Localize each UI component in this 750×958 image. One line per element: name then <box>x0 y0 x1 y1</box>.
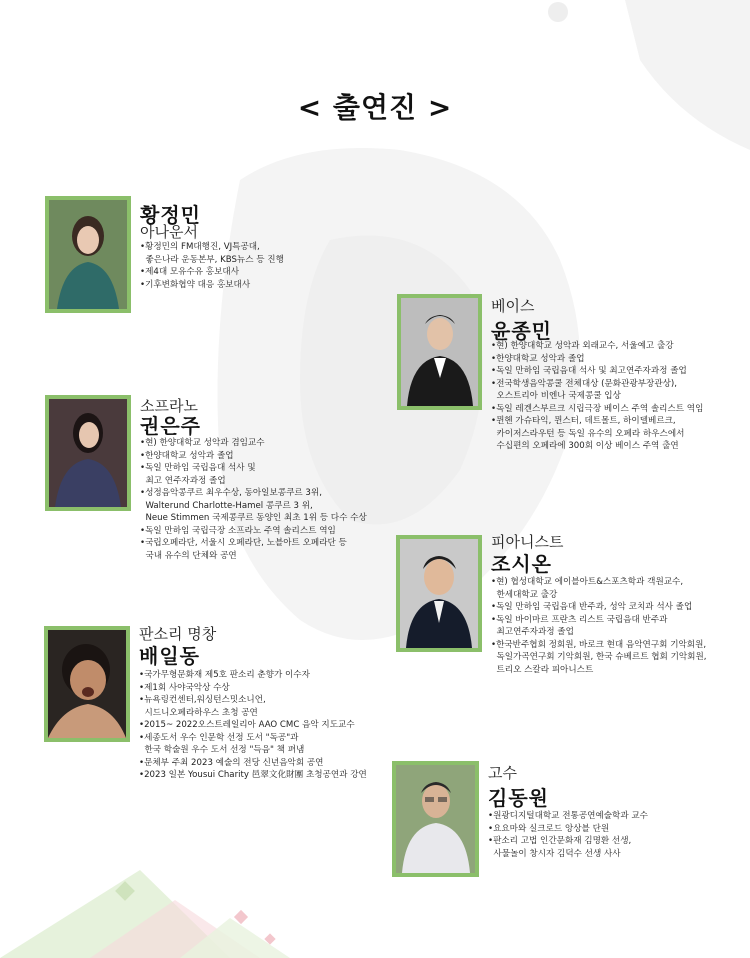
bio-line: 국내 유수의 단체와 공연 <box>140 550 237 561</box>
performer-bio-hwang <box>140 241 284 291</box>
bio-line: 좋은나라 운동본부, KBS뉴스 등 진행 <box>140 254 284 265</box>
page-title: < 출연진 > <box>297 91 453 124</box>
bio-line: 수십편의 오페라에 300회 이상 베이스 주역 출연 <box>491 441 679 451</box>
bio-line: •한국반주협회 정회원, 바로크 현대 음악연구회 기악회원, <box>491 639 707 650</box>
bio-line: •독일 바이마르 프란츠 리스트 국립음대 반주과 <box>491 614 668 625</box>
performer-bio-kwon <box>140 437 367 562</box>
bio-line: •국립오페라단, 서울시 오페라단, 노블아트 오페라단 등 <box>140 538 347 548</box>
bio-line: 카이저스라우턴 등 독일 유수의 오페라 하우스에서 <box>491 428 685 439</box>
bio-line: 최고 연주자과정 졸업 <box>140 475 226 486</box>
performer-bio-jo <box>491 576 707 676</box>
bio-line: •뮌헨 가슈타익, 뮌스터, 데트몰트, 하이델베르크, <box>491 416 676 426</box>
performer-name-yoon: 윤종민 <box>491 319 552 343</box>
bio-line: •독일 레겐스부르크 시립극장 베이스 주역 솔리스트 역임 <box>491 403 704 414</box>
bio-line: Walterund Charlotte-Hamel 콩쿠르 3 위, <box>140 500 313 511</box>
bio-line: •요요마와 실크로드 앙상블 단원 <box>488 823 610 834</box>
performer-name-jo: 조시온 <box>491 552 552 576</box>
bio-line: •독일 만하임 국립음대 석사 및 최고연주자과정 졸업 <box>491 366 687 376</box>
bio-line: •원광디지털대학교 전통공연예술학과 교수 <box>488 811 648 821</box>
bio-line: •한양대학교 성악과 졸업 <box>140 450 234 461</box>
bio-line: •문체부 주최 2023 예술의 전당 신년음악회 공연 <box>139 757 324 768</box>
bio-line: •국가무형문화재 제5호 판소리 춘향가 이수자 <box>139 670 310 680</box>
performer-role-bae: 판소리 명창 <box>139 625 217 643</box>
bio-line: 독일가곡연구회 기악회원, 한국 슈베르트 협회 기악회원, <box>491 652 707 662</box>
bio-line: Neue Stimmen 국제콩쿠르 동양인 최초 1위 등 다수 수상 <box>140 513 367 523</box>
bio-line: •독일 만하임 국립음대 석사 및 <box>140 463 256 473</box>
performer-photo-yoon <box>397 294 482 410</box>
bio-line: •한양대학교 성악과 졸업 <box>491 353 585 364</box>
performer-name-bae: 배일동 <box>139 644 200 668</box>
bio-line: •독일 만하임 국립음대 반주과, 성악 코치과 석사 졸업 <box>491 602 693 612</box>
performer-photo-kwon <box>45 395 131 511</box>
bio-line: •뉴욕링컨센터,워싱턴스밋소니언, <box>139 695 266 705</box>
performer-photo-kim <box>392 761 479 877</box>
bio-line: •제1회 사야국악상 수상 <box>139 682 230 693</box>
bio-line: •판소리 고법 인간문화재 김명환 선생, <box>488 836 632 846</box>
bio-line: •제4대 모유수유 홍보대사 <box>140 267 240 277</box>
performer-photo-hwang <box>45 196 131 313</box>
performer-role-jo: 피아니스트 <box>491 533 564 551</box>
bio-line: 한국 학술원 우수 도서 선정 "득음" 책 펴냄 <box>139 745 305 755</box>
performer-role-kim: 고수 <box>488 764 517 782</box>
bio-line: •세종도서 우수 인문학 선정 도서 "독공"과 <box>139 732 299 743</box>
performer-name-kim: 김동원 <box>488 786 549 810</box>
bio-line: 한세대학교 출강 <box>491 589 558 600</box>
performer-bio-yoon <box>491 340 703 453</box>
performer-role-yoon: 베이스 <box>491 297 535 315</box>
bio-line: •기후변화협약 대응 홍보대사 <box>140 279 251 290</box>
bio-line: •현) 한양대학교 성악과 겸임교수 <box>140 438 265 448</box>
bio-line: •독일 만하임 국립극장 소프라노 주역 솔리스트 역임 <box>140 525 336 536</box>
bio-line: •황정민의 FM대행진, VJ특공대, <box>140 242 260 252</box>
performer-name-kwon: 권은주 <box>140 414 201 438</box>
bio-line: 최고연주자과정 졸업 <box>491 627 574 637</box>
bio-line: 시드니오페라하우스 초청 공연 <box>139 707 258 718</box>
bio-line: •현) 한양대학교 성악과 외래교수, 서울예고 출강 <box>491 341 674 351</box>
bio-line: •2015~ 2022오스트레일리아 AAO CMC 음악 지도교수 <box>139 720 355 730</box>
bio-line: •2023 일본 Yousui Charity 邑翠文化財團 초청공연과 강연 <box>139 770 367 780</box>
performer-role-hwang: 아나운서 <box>140 223 198 241</box>
performer-role-kwon: 소프라노 <box>140 397 198 415</box>
bio-line: 트리오 스칼라 피아니스트 <box>491 664 594 675</box>
bio-line: 오스트리아 비엔나 국제콩쿨 입상 <box>491 391 621 401</box>
performer-bio-bae <box>139 669 367 782</box>
performer-photo-bae <box>44 626 130 742</box>
bio-line: •성정음악콩쿠르 최우수상, 동아일보콩쿠르 3위, <box>140 488 322 498</box>
performer-bio-kim <box>488 810 648 860</box>
performer-name-hwang: 황정민 <box>140 203 201 227</box>
bio-line: •전국학생음악콩쿨 전체대상 (문화관광부장관상), <box>491 378 678 389</box>
bio-line: 사물놀이 창시자 김덕수 선생 사사 <box>488 848 621 859</box>
performer-photo-jo <box>396 535 482 652</box>
bio-line: •현) 협성대학교 에이블아트&스포츠학과 객원교수, <box>491 577 684 587</box>
